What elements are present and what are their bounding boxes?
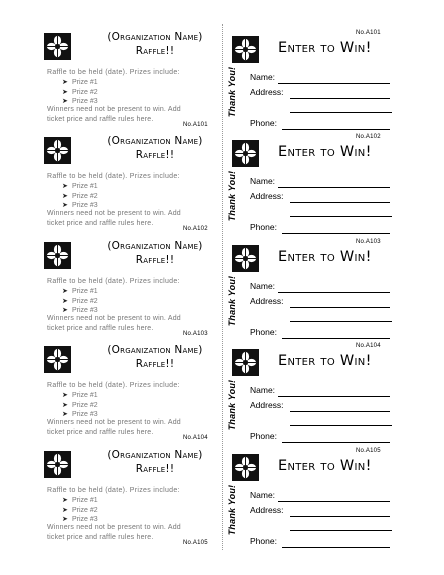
arrow-bullet-icon: ➤ [62, 297, 68, 305]
address-field[interactable] [250, 296, 390, 308]
entry-form [226, 337, 444, 442]
thank-you-label: Thank You! [227, 170, 237, 222]
flower-logo-icon [44, 346, 71, 373]
entry-ticket-number: No.A102 [356, 134, 381, 140]
prize-label: Prize #1 [72, 497, 98, 504]
prize-item [62, 297, 98, 307]
address-label: Address: [250, 400, 284, 410]
prize-label: Prize #3 [72, 411, 98, 418]
ticket-stub [0, 442, 222, 547]
phone-label: Phone: [250, 431, 277, 441]
name-label: Name: [250, 385, 276, 395]
entry-ticket-number: No.A103 [356, 239, 381, 245]
flower-logo-icon [44, 33, 71, 60]
arrow-bullet-icon: ➤ [62, 98, 68, 105]
name-label: Name: [250, 490, 276, 500]
prize-item [62, 391, 98, 401]
stub-ticket-number: No.A102 [183, 226, 208, 232]
enter-to-win-title: Enter to Win! [278, 458, 372, 474]
enter-to-win-title: Enter to Win! [278, 144, 372, 160]
raffle-label: Raffle!! [135, 463, 175, 475]
prize-item [62, 78, 98, 88]
prize-label: Prize #2 [72, 401, 98, 409]
name-input-line[interactable] [278, 396, 390, 397]
phone-label: Phone: [250, 118, 277, 128]
prize-label: Prize #1 [72, 183, 98, 190]
prize-label: Prize #2 [72, 88, 98, 96]
address-input-line[interactable] [290, 98, 390, 99]
stub-ticket-number: No.A103 [183, 331, 208, 337]
raffle-ticket [0, 233, 444, 338]
address-label: Address: [250, 191, 284, 201]
address-field[interactable] [250, 505, 390, 517]
raffle-ticket [0, 337, 444, 442]
address-input-line[interactable] [290, 202, 390, 203]
organization-name: (Organization Name) [107, 31, 203, 43]
address-input-line[interactable] [290, 411, 390, 412]
organization-heading [80, 448, 230, 476]
arrow-bullet-icon: ➤ [62, 516, 68, 523]
phone-label: Phone: [250, 327, 277, 337]
name-input-line[interactable] [278, 292, 390, 293]
thank-you-label: Thank You! [227, 484, 237, 536]
name-field[interactable] [250, 490, 390, 502]
organization-heading [80, 343, 230, 371]
address-extra-line[interactable] [290, 112, 392, 113]
name-field[interactable] [250, 385, 390, 397]
prize-label: Prize #3 [72, 202, 98, 209]
arrow-bullet-icon: ➤ [62, 307, 68, 314]
address-label: Address: [250, 296, 284, 306]
address-field[interactable] [250, 191, 390, 203]
phone-input-line[interactable] [282, 547, 390, 548]
thank-you-label: Thank You! [227, 66, 237, 118]
prize-label: Prize #1 [72, 288, 98, 295]
organization-heading [80, 30, 230, 58]
organization-heading [80, 134, 230, 162]
arrow-bullet-icon: ➤ [62, 79, 68, 86]
ticket-stub [0, 24, 222, 129]
organization-name: (Organization Name) [107, 344, 203, 356]
prize-label: Prize #3 [72, 307, 98, 314]
prize-label: Prize #2 [72, 297, 98, 305]
phone-label: Phone: [250, 222, 277, 232]
entry-ticket-number: No.A104 [356, 343, 381, 349]
prize-item [62, 496, 98, 506]
stub-ticket-number: No.A101 [183, 122, 208, 128]
raffle-ticket [0, 24, 444, 129]
prize-list [62, 182, 98, 211]
enter-to-win-title: Enter to Win! [278, 353, 372, 369]
enter-to-win-title: Enter to Win! [278, 249, 372, 265]
prize-label: Prize #2 [72, 506, 98, 514]
address-input-line[interactable] [290, 307, 390, 308]
phone-field[interactable] [250, 536, 390, 548]
prize-list [62, 391, 98, 420]
name-field[interactable] [250, 176, 390, 188]
stub-ticket-number: No.A104 [183, 435, 208, 441]
prize-item [62, 192, 98, 202]
arrow-bullet-icon: ➤ [62, 183, 68, 190]
raffle-ticket [0, 442, 444, 547]
entry-form [226, 128, 444, 233]
arrow-bullet-icon: ➤ [62, 497, 68, 504]
rules-line: ticket price and raffle rules here. [47, 116, 154, 123]
arrow-bullet-icon: ➤ [62, 506, 68, 514]
prize-item [62, 287, 98, 297]
rules-line: Winners need not be present to win. Add [47, 106, 181, 113]
raffle-date-text: Raffle to be held (date). Prizes include: [47, 173, 180, 180]
ticket-stub [0, 128, 222, 233]
address-extra-line[interactable] [290, 425, 392, 426]
phone-label: Phone: [250, 536, 277, 546]
prize-label: Prize #1 [72, 79, 98, 86]
name-input-line[interactable] [278, 187, 390, 188]
raffle-date-text: Raffle to be held (date). Prizes include: [47, 382, 180, 389]
entry-form [226, 442, 444, 547]
name-input-line[interactable] [278, 501, 390, 502]
arrow-bullet-icon: ➤ [62, 88, 68, 96]
prize-item [62, 182, 98, 192]
thank-you-label: Thank You! [227, 379, 237, 431]
name-label: Name: [250, 176, 276, 186]
prize-item [62, 506, 98, 516]
prize-list [62, 78, 98, 107]
address-extra-line[interactable] [290, 216, 392, 217]
flower-logo-icon [44, 451, 71, 478]
raffle-ticket [0, 128, 444, 233]
entry-form [226, 233, 444, 338]
arrow-bullet-icon: ➤ [62, 401, 68, 409]
raffle-date-text: Raffle to be held (date). Prizes include: [47, 487, 180, 494]
address-field[interactable] [250, 400, 390, 412]
rules-line: Winners need not be present to win. Add [47, 524, 181, 531]
arrow-bullet-icon: ➤ [62, 192, 68, 200]
name-field[interactable] [250, 281, 390, 293]
prize-item [62, 401, 98, 411]
flower-logo-icon [44, 242, 71, 269]
prize-label: Prize #1 [72, 392, 98, 399]
organization-name: (Organization Name) [107, 449, 203, 461]
enter-to-win-title: Enter to Win! [278, 40, 372, 56]
entry-ticket-number: No.A101 [356, 30, 381, 36]
address-extra-line[interactable] [290, 321, 392, 322]
entry-form [226, 24, 444, 129]
raffle-date-text: Raffle to be held (date). Prizes include: [47, 69, 180, 76]
rules-line: ticket price and raffle rules here. [47, 534, 154, 541]
name-field[interactable] [250, 72, 390, 84]
rules-line: ticket price and raffle rules here. [47, 429, 154, 436]
address-input-line[interactable] [290, 516, 390, 517]
organization-name: (Organization Name) [107, 135, 203, 147]
prize-label: Prize #3 [72, 516, 98, 523]
entry-ticket-number: No.A105 [356, 448, 381, 454]
prize-list [62, 496, 98, 525]
prize-label: Prize #2 [72, 192, 98, 200]
prize-item [62, 88, 98, 98]
prize-label: Prize #3 [72, 98, 98, 105]
ticket-stub [0, 337, 222, 442]
address-label: Address: [250, 505, 284, 515]
stub-ticket-number: No.A105 [183, 540, 208, 546]
raffle-label: Raffle!! [135, 45, 175, 57]
rules-line: Winners need not be present to win. Add [47, 315, 181, 322]
arrow-bullet-icon: ➤ [62, 288, 68, 295]
organization-name: (Organization Name) [107, 240, 203, 252]
address-extra-line[interactable] [290, 530, 392, 531]
raffle-label: Raffle!! [135, 254, 175, 266]
name-label: Name: [250, 281, 276, 291]
flower-logo-icon [44, 137, 71, 164]
name-label: Name: [250, 72, 276, 82]
rules-line: ticket price and raffle rules here. [47, 220, 154, 227]
arrow-bullet-icon: ➤ [62, 202, 68, 209]
rules-line: Winners need not be present to win. Add [47, 419, 181, 426]
prize-list [62, 287, 98, 316]
raffle-label: Raffle!! [135, 149, 175, 161]
address-field[interactable] [250, 87, 390, 99]
ticket-stub [0, 233, 222, 338]
rules-line: Winners need not be present to win. Add [47, 210, 181, 217]
arrow-bullet-icon: ➤ [62, 392, 68, 399]
rules-line: ticket price and raffle rules here. [47, 325, 154, 332]
address-label: Address: [250, 87, 284, 97]
name-input-line[interactable] [278, 83, 390, 84]
arrow-bullet-icon: ➤ [62, 411, 68, 418]
raffle-date-text: Raffle to be held (date). Prizes include: [47, 278, 180, 285]
raffle-label: Raffle!! [135, 358, 175, 370]
organization-heading [80, 239, 230, 267]
thank-you-label: Thank You! [227, 275, 237, 327]
